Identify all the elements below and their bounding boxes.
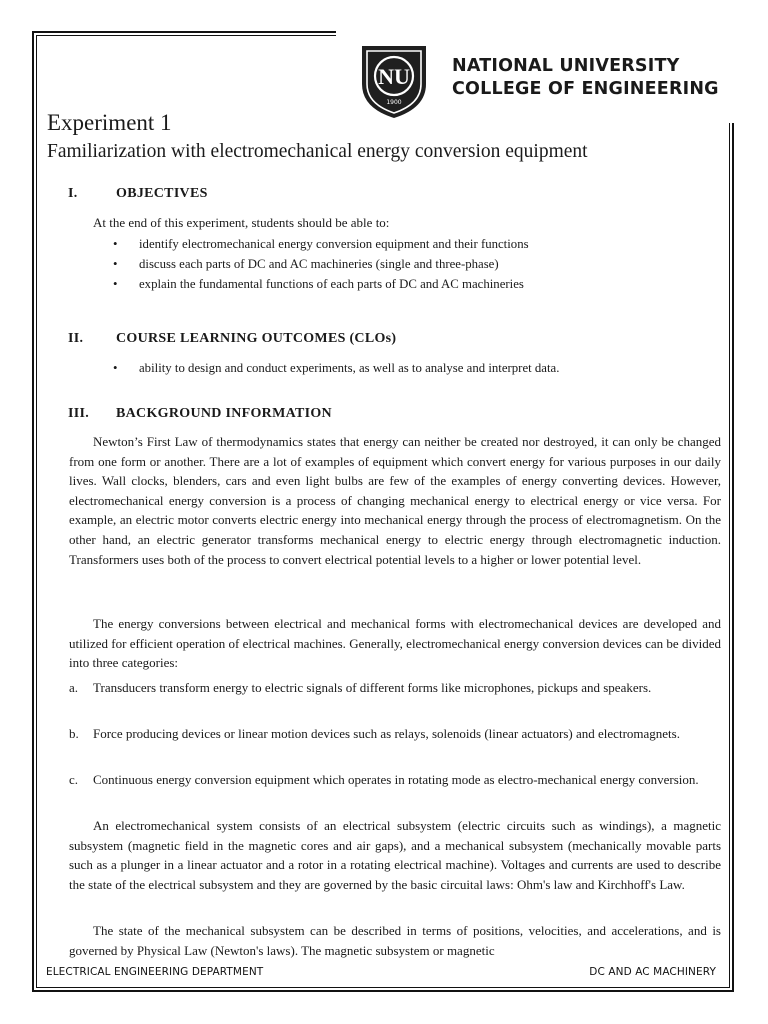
section-title: BACKGROUND INFORMATION bbox=[116, 406, 332, 421]
category-text: Force producing devices or linear motion devices such as relays, solenoids (linear actuators) and electromagnets. bbox=[93, 726, 680, 741]
footer-course: DC AND AC MACHINERY bbox=[589, 966, 716, 978]
category-label: c. bbox=[69, 772, 79, 787]
experiment-subtitle: Familiarization with electromechanical energy conversion equipment bbox=[47, 141, 588, 162]
section-number: I. bbox=[68, 186, 78, 201]
category-label: a. bbox=[69, 680, 79, 695]
section-heading-background bbox=[68, 406, 332, 422]
background-paragraph-1: Newton’s First Law of thermodynamics states that energy can neither be created nor destroyed, it can only be changed from one form or another. There are a lot of examples of equipment which convert energy for various purposes in our daily lives. Wall clocks, blenders, cars and even light bulbs are few of the examples of energy converting devices. However, electromechanical energy conversion is a process of changing mechanical energy to electrical energy or vice versa. For example, an electric motor converts electric energy into mechanical energy through the process of electromagnetism. On the other hand, an electric generator transforms mechanical energy to electric energy through electromagnetic induction. Transformers uses both of the process to convert electrical potential levels to a higher or lower potential level. bbox=[69, 434, 721, 567]
section-number: III. bbox=[68, 406, 90, 421]
logo-year: 1900 bbox=[386, 99, 402, 106]
experiment-title: Experiment 1 bbox=[47, 110, 172, 135]
list-item: • explain the fundamental functions of each parts of DC and AC machineries bbox=[113, 274, 529, 294]
section-title: COURSE LEARNING OUTCOMES (CLOs) bbox=[116, 331, 397, 346]
footer-department: ELECTRICAL ENGINEERING DEPARTMENT bbox=[46, 966, 264, 978]
background-paragraph-2: The energy conversions between electrical and mechanical forms with electromechanical devices are developed and utilized for efficient operation of electrical machines. Generally, electromechanical energy conversion devices can be divided into three categories: bbox=[69, 616, 721, 671]
category-item-a bbox=[69, 678, 721, 698]
university-name bbox=[452, 55, 719, 101]
category-text: Continuous energy conversion equipment which operates in rotating mode as electro-mechanical energy conversion. bbox=[93, 772, 699, 787]
section-heading-objectives bbox=[68, 186, 208, 202]
objectives-list bbox=[113, 234, 529, 294]
university-logo bbox=[358, 40, 430, 120]
university-line-2: COLLEGE OF ENGINEERING bbox=[452, 79, 719, 99]
list-item: • identify electromechanical energy conversion equipment and their functions bbox=[113, 234, 529, 254]
list-item: • ability to design and conduct experiments, as well as to analyse and interpret data. bbox=[113, 358, 559, 378]
section-title: OBJECTIVES bbox=[116, 186, 208, 201]
category-label: b. bbox=[69, 726, 79, 741]
university-line-1: NATIONAL UNIVERSITY bbox=[452, 56, 680, 76]
category-item-b bbox=[69, 724, 721, 744]
category-text: Transducers transform energy to electric signals of different forms like microphones, pickups and speakers. bbox=[93, 680, 652, 695]
section-heading-clos bbox=[68, 331, 396, 347]
objectives-intro: At the end of this experiment, students should be able to: bbox=[93, 215, 390, 230]
logo-letters: NU bbox=[378, 64, 410, 89]
background-paragraph-3: An electromechanical system consists of an electrical subsystem (electric circuits such as windings), a magnetic subsystem (magnetic field in the magnetic cores and air gaps), and a mechanical subsystem (mechanically movable parts such as a plunger in a linear actuator and a rotor in a rotating electrical machine). Voltages and currents are used to describe the state of the electrical subsystem and they are governed by the basic circuital laws: Ohm's law and Kirchhoff's Law. bbox=[69, 818, 721, 892]
background-paragraph-4: The state of the mechanical subsystem can be described in terms of positions, velocities, and accelerations, and is governed by Physical Law (Newton's laws). The magnetic subsystem or magnetic bbox=[69, 923, 721, 958]
section-number: II. bbox=[68, 331, 84, 346]
list-item: • discuss each parts of DC and AC machineries (single and three-phase) bbox=[113, 254, 529, 274]
clos-list bbox=[113, 358, 559, 378]
category-item-c bbox=[69, 770, 721, 790]
